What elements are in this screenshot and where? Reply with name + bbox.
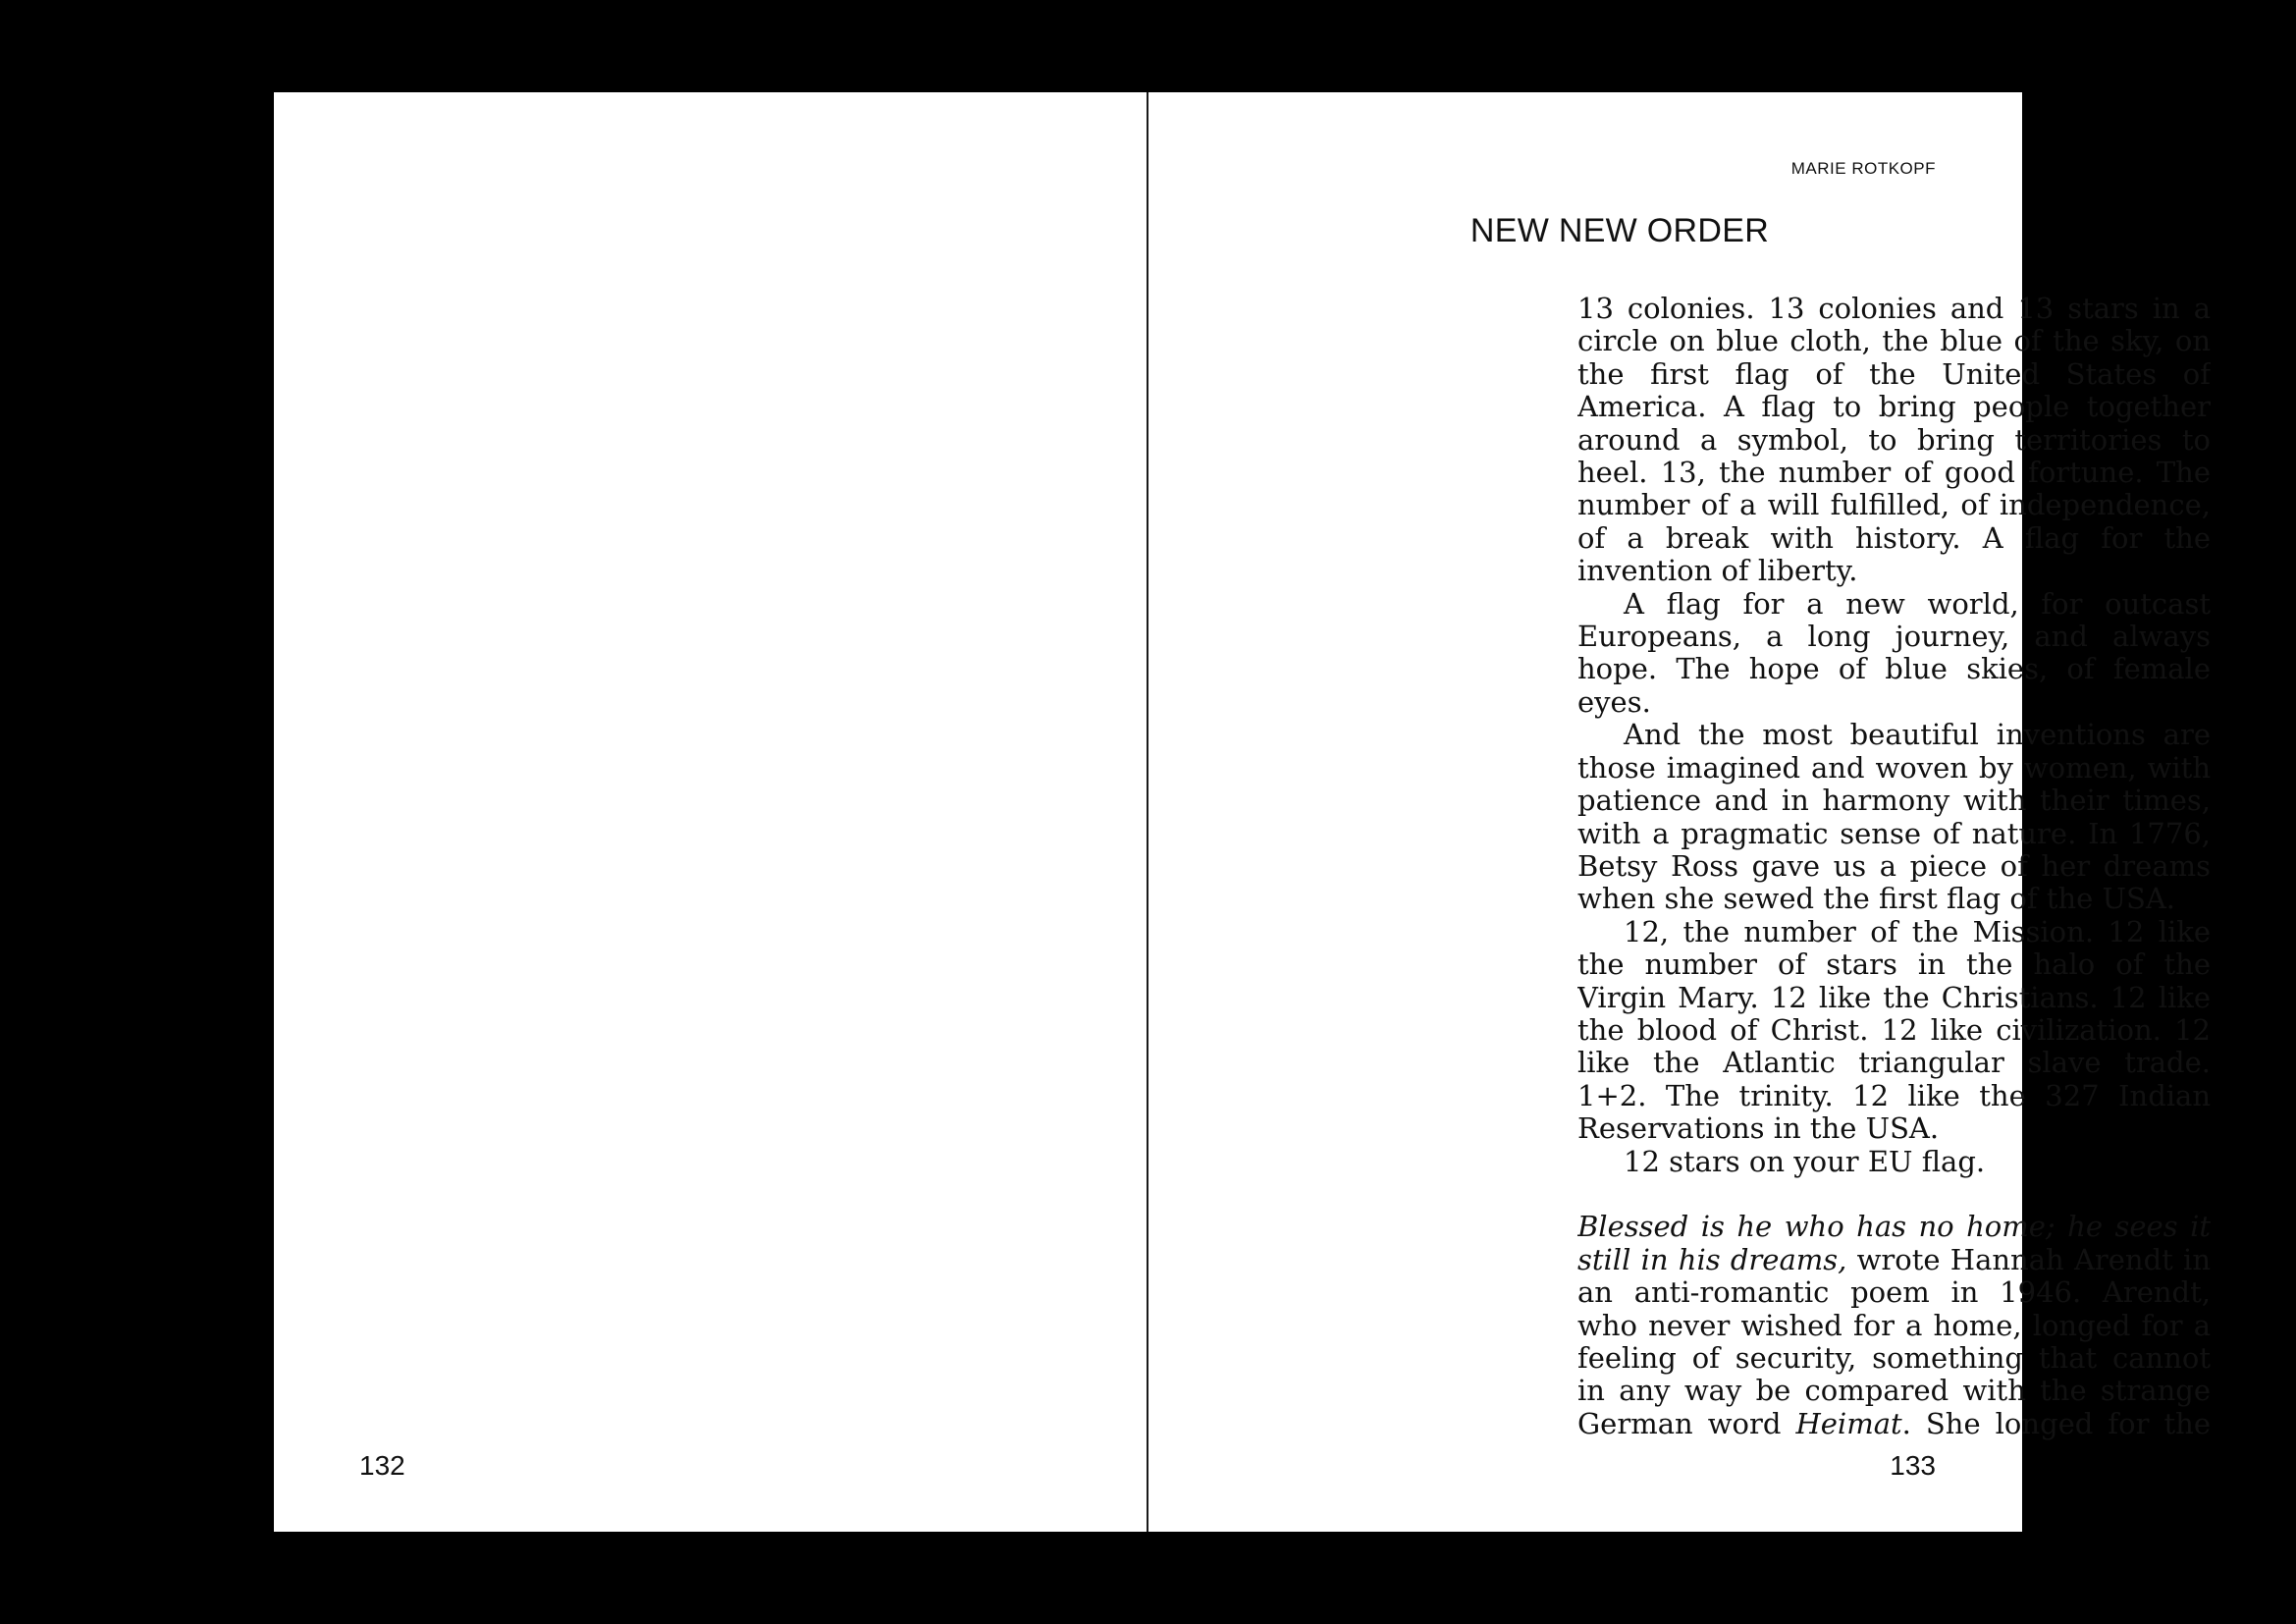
heimat-word: Heimat: [1795, 1406, 1902, 1440]
chapter-title: NEW NEW ORDER: [1469, 212, 1770, 249]
book-spread: [274, 92, 2211, 1532]
paragraph-6-part-a: wrote Hannah Arendt in an anti-romantic poem in 1946. Arendt, who never wished for a home, longed for a feeling of security, something that cannot in any way be compared with the strange German word: [1577, 1242, 2211, 1440]
paragraph-5: 12 stars on your EU flag.: [1624, 1144, 1986, 1178]
body-text-frame: [1577, 293, 2211, 1441]
page-number-left: 132: [359, 1450, 405, 1481]
left-page: [274, 92, 1147, 1532]
paragraph-3: And the most beautiful inventions are those imagined and woven by women, with patience and in harmony with their times, with a pragmatic sense of nature. In 1776, Betsy Ross gave us a piece of her dreams when she sewed the first flag of the USA.: [1577, 718, 2211, 916]
arendt-quote: Blessed is he who has no home; he sees it still in his dreams,: [1577, 1210, 2211, 1276]
paragraph-2: A flag for a new world, for outcast Europeans, a long journey, and always hope. The hope of blue skies, of female eyes.: [1577, 586, 2211, 719]
body-text: [1577, 293, 2211, 1441]
paragraph-6-part-b: . She longed for the: [1901, 1406, 2211, 1440]
paragraph-4: 12, the number of the Mission. 12 like the number of stars in the halo of the Virgin Mary. 12 like the Christians. 12 like the blood of Christ. 12 like civilization. 12 like the Atlantic triangular slave trade. 1+2. The trinity. 12 like the 327 Indian Reservations in the USA.: [1577, 914, 2211, 1146]
paragraph-1: 13 colonies. 13 colonies and 13 stars in a circle on blue cloth, the blue of the sky, on the first flag of the United States of America. A flag to bring people together around a symbol, to bring territories to heel. 13, the number of good fortune. The number of a will fulfilled, of independence, of a break with history. A flag for the invention of liberty.: [1577, 293, 2211, 588]
paragraph-6: [1577, 1211, 2211, 1441]
running-head-author: MARIE ROTKOPF: [1790, 159, 1936, 178]
page-number-right: 133: [1890, 1450, 1936, 1481]
right-page: [1148, 92, 2211, 1532]
